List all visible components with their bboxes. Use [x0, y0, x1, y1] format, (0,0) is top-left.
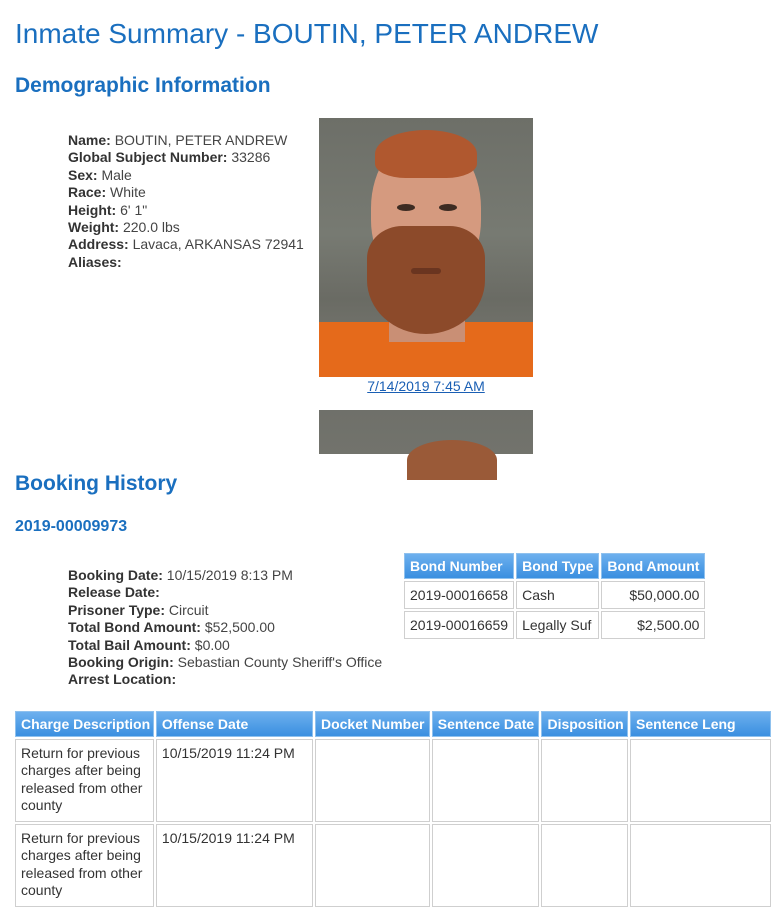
- booking-date-row: [68, 567, 382, 584]
- prisoner-type-row: [68, 602, 382, 619]
- bond-type-cell: Cash: [516, 581, 599, 609]
- docket-number-cell: [315, 824, 430, 907]
- charges-table: [13, 709, 773, 909]
- field-value: White: [110, 184, 146, 201]
- field-label: Race:: [68, 184, 107, 201]
- field-label: Name:: [68, 132, 111, 148]
- global-subject-number-row: [68, 149, 304, 166]
- demographic-heading: Demographic Information: [15, 74, 271, 97]
- booking-number: 2019-00009973: [15, 518, 128, 535]
- bond-amount-cell: $2,500.00: [601, 611, 705, 639]
- docket-number-header: Docket Number: [315, 711, 430, 737]
- field-label: Release Date:: [68, 584, 160, 601]
- field-value: BOUTIN, PETER ANDREW: [114, 132, 288, 148]
- field-value: 33286: [231, 149, 271, 166]
- disposition-cell: [541, 824, 628, 907]
- charge-description-cell: Return for previous charges after being released from other county: [15, 739, 154, 822]
- bond-number-cell: 2019-00016658: [404, 581, 514, 609]
- charges-header-row: [15, 711, 771, 737]
- sentence-length-header: Sentence Leng: [630, 711, 771, 737]
- table-row: [15, 739, 771, 822]
- offense-date-header: Offense Date: [156, 711, 313, 737]
- field-label: Sex:: [68, 166, 98, 183]
- booking-origin-row: [68, 654, 382, 671]
- offense-date-cell: 10/15/2019 11:24 PM: [156, 739, 313, 822]
- table-row: [404, 611, 705, 639]
- arrest-location-row: [68, 671, 382, 688]
- photo-eye: [397, 204, 415, 211]
- photo-beard: [367, 226, 485, 334]
- field-label: Global Subject Number:: [68, 149, 228, 166]
- photo-hair: [375, 130, 477, 178]
- inmate-photo-secondary[interactable]: [319, 410, 533, 454]
- table-row: [404, 581, 705, 609]
- table-row: [15, 824, 771, 907]
- sex-row: [68, 167, 304, 184]
- disposition-header: Disposition: [541, 711, 628, 737]
- sentence-date-cell: [432, 739, 540, 822]
- field-label: Address:: [68, 236, 129, 253]
- bond-amount-header: Bond Amount: [601, 553, 705, 579]
- field-value: Sebastian County Sheriff's Office: [177, 654, 383, 671]
- field-value: 10/15/2019 8:13 PM: [166, 567, 293, 583]
- field-label: Booking Origin:: [68, 654, 174, 671]
- charge-description-cell: Return for previous charges after being released from other county: [15, 824, 154, 907]
- photo-date-link[interactable]: 7/14/2019 7:45 AM: [367, 378, 485, 394]
- field-label: Booking Date:: [68, 567, 163, 583]
- sentence-date-header: Sentence Date: [432, 711, 540, 737]
- photo-eye: [439, 204, 457, 211]
- bond-number-cell: 2019-00016659: [404, 611, 514, 639]
- aliases-row: [68, 254, 304, 271]
- name-row: [68, 132, 304, 149]
- field-value: Male: [101, 166, 132, 183]
- total-bond-row: [68, 619, 382, 636]
- field-value: Circuit: [168, 601, 209, 618]
- charge-description-header: Charge Description: [15, 711, 154, 737]
- docket-number-cell: [315, 739, 430, 822]
- bond-number-header: Bond Number: [404, 553, 514, 579]
- field-value: $0.00: [194, 636, 230, 653]
- bond-type-header: Bond Type: [516, 553, 599, 579]
- page-title: Inmate Summary - BOUTIN, PETER ANDREW: [15, 18, 599, 49]
- photo-mouth: [411, 268, 441, 274]
- sentence-date-cell: [432, 824, 540, 907]
- total-bail-row: [68, 637, 382, 654]
- field-value: 220.0 lbs: [122, 219, 180, 236]
- disposition-cell: [541, 739, 628, 822]
- field-label: Weight:: [68, 219, 120, 236]
- address-row: [68, 236, 304, 253]
- field-value: $52,500.00: [204, 619, 275, 636]
- bond-amount-cell: $50,000.00: [601, 581, 705, 609]
- height-row: [68, 202, 304, 219]
- bond-table: [402, 551, 707, 641]
- race-row: [68, 184, 304, 201]
- offense-date-cell: 10/15/2019 11:24 PM: [156, 824, 313, 907]
- field-value: Lavaca, ARKANSAS 72941: [132, 236, 304, 253]
- field-label: Arrest Location:: [68, 671, 177, 688]
- field-label: Prisoner Type:: [68, 601, 165, 618]
- field-label: Aliases:: [68, 253, 122, 270]
- booking-history-heading: Booking History: [15, 472, 178, 495]
- release-date-row: [68, 584, 382, 601]
- booking-info: [68, 567, 382, 689]
- sentence-length-cell: [630, 739, 771, 822]
- demographic-info: [68, 132, 304, 271]
- photo-hair: [407, 440, 497, 480]
- field-label: Total Bail Amount:: [68, 636, 191, 653]
- inmate-photo[interactable]: [319, 118, 533, 377]
- field-label: Total Bond Amount:: [68, 619, 201, 636]
- bond-type-cell: Legally Suf: [516, 611, 599, 639]
- bond-header-row: [404, 553, 705, 579]
- field-value: 6' 1": [120, 201, 148, 218]
- weight-row: [68, 219, 304, 236]
- field-label: Height:: [68, 201, 117, 218]
- sentence-length-cell: [630, 824, 771, 907]
